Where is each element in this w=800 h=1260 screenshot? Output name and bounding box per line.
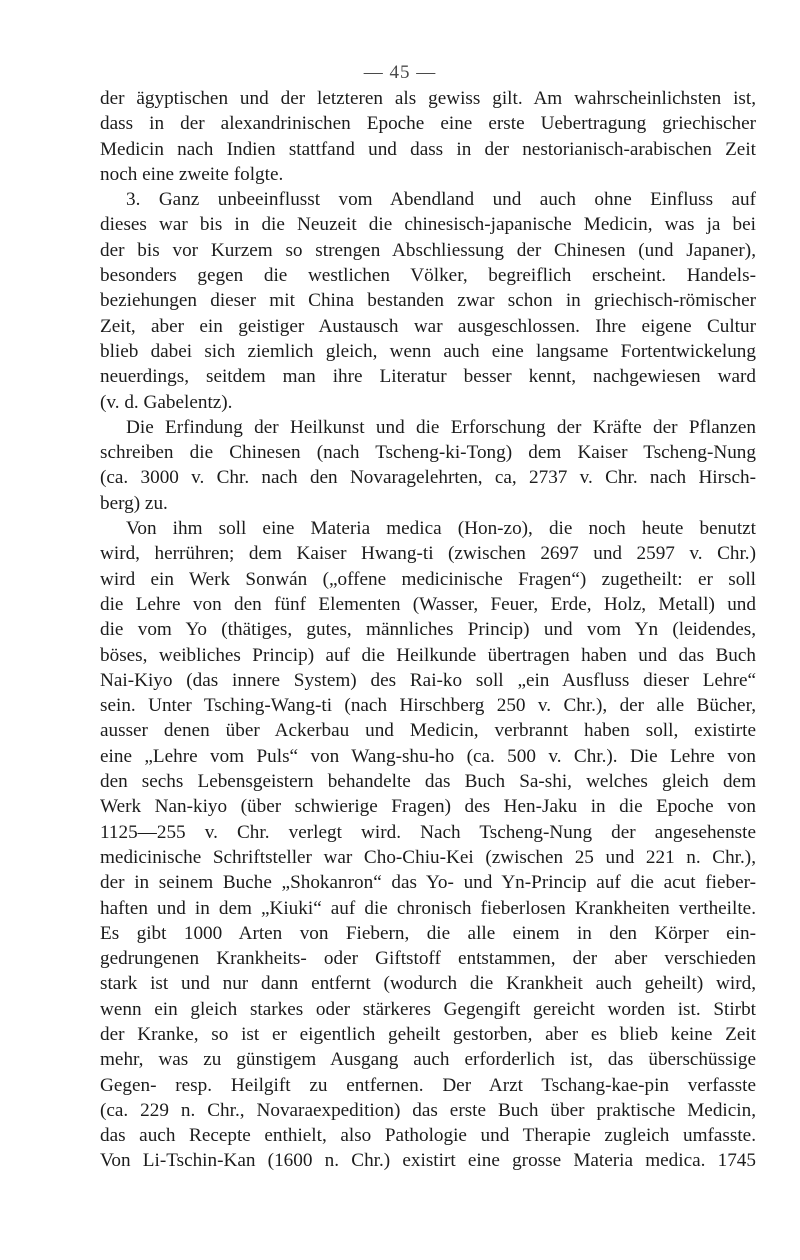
text-line: (ca. 229 n. Chr., Novaraexpedition) das erste Buch über praktische Medicin, (100, 1099, 756, 1121)
text-line: Medicin nach Indien stattfand und dass in der nestorianisch-arabischen Zeit (100, 138, 756, 160)
text-line: die Lehre von den fünf Elementen (Wasser, Feuer, Erde, Holz, Metall) und (100, 593, 756, 615)
text-line: Von Li-Tschin-Kan (1600 n. Chr.) existirt eine grosse Materia medica. 1745 (100, 1150, 756, 1172)
text-line: Von ihm soll eine Materia medica (Hon-zo), die noch heute benutzt (126, 518, 756, 540)
text-line: der in seinem Buche „Shokanron“ das Yo- und Yn-Princip auf die acut fieber- (100, 872, 756, 894)
text-line: wird, herrühren; dem Kaiser Hwang-ti (zwischen 2697 und 2597 v. Chr.) (100, 543, 756, 565)
body-text (100, 86, 756, 1174)
text-line: 1125—255 v. Chr. verlegt wird. Nach Tscheng-Nung der angesehenste (100, 821, 756, 843)
text-line: Die Erfindung der Heilkunst und die Erforschung der Kräfte der Pflanzen (126, 416, 756, 438)
text-line: haften und in dem „Kiuki“ auf die chronisch fieberlosen Krankheiten vertheilte. (100, 897, 756, 919)
text-line: wird ein Werk Sonwán („offene medicinische Fragen“) zugetheilt: er soll (100, 568, 756, 590)
text-line: der Kranke, so ist er eigentlich geheilt gestorben, aber es blieb keine Zeit (100, 1023, 756, 1045)
text-line: noch eine zweite folgte. (100, 163, 284, 185)
text-line: schreiben die Chinesen (nach Tscheng-ki-Tong) dem Kaiser Tscheng-Nung (100, 442, 756, 464)
text-line: dieses war bis in die Neuzeit die chinesisch-japanische Medicin, was ja bei (100, 214, 756, 236)
text-line: das auch Recepte enthielt, also Pathologie und Therapie zugleich umfasste. (100, 1125, 756, 1147)
text-line: gedrungenen Krankheits- oder Giftstoff entstammen, der aber verschieden (100, 948, 756, 970)
text-line: der bis vor Kurzem so strengen Abschliessung der Chinesen (und Japaner), (100, 239, 756, 261)
text-line: (v. d. Gabelentz). (100, 391, 233, 413)
text-line: sein. Unter Tsching-Wang-ti (nach Hirschberg 250 v. Chr.), der alle Bücher, (100, 695, 756, 717)
text-line: medicinische Schriftsteller war Cho-Chiu-Kei (zwischen 25 und 221 n. Chr.), (100, 846, 756, 868)
text-line: den sechs Lebensgeistern behandelte das Buch Sa-shi, welches gleich dem (100, 771, 756, 793)
text-line: Nai-Kiyo (das innere System) des Rai-ko soll „ein Ausfluss dieser Lehre“ (100, 669, 756, 691)
text-line: der ägyptischen und der letzteren als gewiss gilt. Am wahrscheinlichsten ist, (100, 88, 756, 109)
text-line: neuerdings, seitdem man ihre Literatur besser kennt, nachgewiesen ward (100, 366, 756, 388)
text-line: stark ist und nur dann entfernt (wodurch die Krankheit auch geheilt) wird, (100, 973, 756, 995)
text-line: böses, weibliches Princip) auf die Heilkunde übertragen haben und das Buch (100, 644, 756, 666)
text-line: Gegen- resp. Heilgift zu entfernen. Der Arzt Tschang-kae-pin verfasste (100, 1074, 756, 1096)
text-line: berg) zu. (100, 492, 168, 514)
text-line: eine „Lehre vom Puls“ von Wang-shu-ho (ca. 500 v. Chr.). Die Lehre von (100, 745, 756, 767)
text-line: 3. Ganz unbeeinflusst vom Abendland und auch ohne Einfluss auf (126, 189, 756, 211)
text-line: wenn ein gleich starkes oder stärkeres Gegengift gereicht worden ist. Stirbt (100, 998, 756, 1020)
text-line: dass in der alexandrinischen Epoche eine erste Uebertragung griechischer (100, 113, 756, 135)
text-line: (ca. 3000 v. Chr. nach den Novaragelehrten, ca, 2737 v. Chr. nach Hirsch- (100, 467, 756, 489)
text-line: die vom Yo (thätiges, gutes, männliches Princip) und vom Yn (leidendes, (100, 619, 756, 641)
text-line: Werk Nan-kiyo (über schwierige Fragen) des Hen-Jaku in die Epoche von (100, 796, 756, 818)
text-line: mehr, was zu günstigem Ausgang auch erforderlich ist, das überschüssige (100, 1049, 756, 1071)
text-line: beziehungen dieser mit China bestanden zwar schon in griechisch-römischer (100, 290, 756, 312)
text-line: besonders gegen die westlichen Völker, begreiflich erscheint. Handels- (100, 265, 756, 287)
text-line: ausser denen über Ackerbau und Medicin, verbrannt haben soll, existirte (100, 720, 756, 742)
text-line: Es gibt 1000 Arten von Fiebern, die alle einem in den Körper ein- (100, 922, 756, 944)
page-number: — 45 — (363, 62, 437, 83)
text-line: Zeit, aber ein geistiger Austausch war ausgeschlossen. Ihre eigene Cultur (100, 315, 756, 337)
text-line: blieb dabei sich ziemlich gleich, wenn auch eine langsame Fortentwickelung (100, 340, 756, 362)
